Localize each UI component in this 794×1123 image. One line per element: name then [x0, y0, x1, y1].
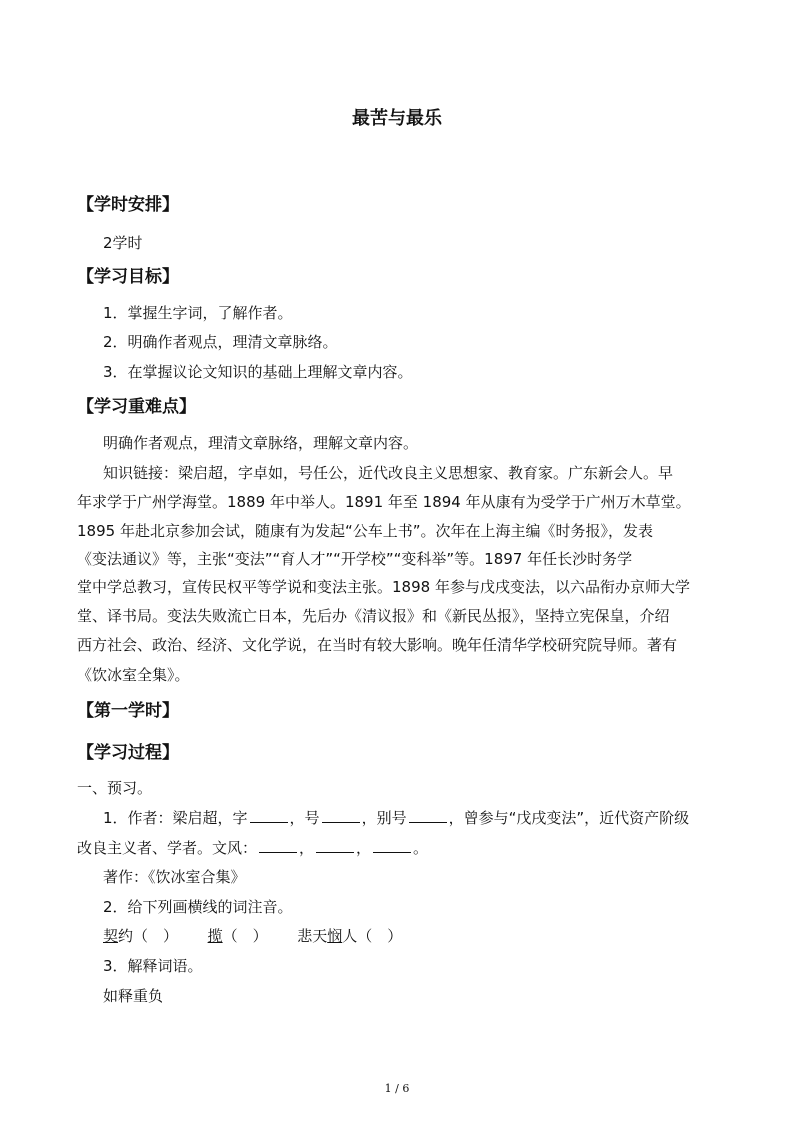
knowledge-line: 《变法通议》等，主张“变法”“育人才”“开学校”“变科举”等。1897 年任长沙时务学: [77, 550, 633, 568]
preview-label: 一、预习。: [77, 779, 153, 797]
heading-keypoints: 【学习重难点】: [77, 397, 196, 417]
pinyin-slot-1[interactable]: 约（ ）: [118, 927, 179, 945]
q1-text-f: ，: [299, 839, 315, 857]
q1-text-c: ，别号: [361, 809, 407, 827]
q1-text-a: 1．作者：梁启超，字: [103, 809, 248, 827]
fill-blank-style-1[interactable]: [259, 837, 297, 853]
heading-process: 【学习过程】: [77, 743, 179, 763]
question-3-label: 3．解释词语。: [103, 957, 203, 975]
word-prefix: 悲天: [297, 927, 328, 945]
q1-text-h: 。: [413, 839, 429, 857]
underlined-char: 揽: [207, 927, 223, 945]
fill-blank-style-3[interactable]: [373, 837, 411, 853]
knowledge-line: 《饮冰室全集》。: [77, 666, 190, 684]
knowledge-line: 年求学于广州学海堂。1889 年中举人。1891 年至 1894 年从康有为受学于广州万木草堂。: [77, 493, 691, 511]
knowledge-line: 堂中学总教习，宣传民权平等学说和变法主张。1898 年参与戊戌变法，以六品衔办京师大学: [77, 578, 690, 596]
question-1-line-1: [103, 807, 689, 828]
schedule-content: 2学时: [103, 234, 143, 252]
q1-text-d: ，曾参与“戊戌变法”，近代资产阶级: [448, 809, 690, 827]
keypoints-content: 明确作者观点，理清文章脉络，理解文章内容。: [103, 434, 419, 452]
heading-goals: 【学习目标】: [77, 267, 179, 287]
knowledge-line: 西方社会、政治、经济、文化学说，在当时有较大影响。晚年任清华学校研究院导师。著有: [77, 636, 678, 654]
heading-schedule: 【学时安排】: [77, 195, 179, 215]
question-2-words: [103, 925, 402, 946]
knowledge-line: 1895 年赴北京参加会试，随康有为发起“公车上书”。次年在上海主编《时务报》，发表: [77, 522, 653, 540]
underlined-char: 悯: [327, 927, 343, 945]
fill-blank-art-name[interactable]: [322, 807, 360, 823]
question-1-line-2: [77, 837, 428, 858]
fill-blank-style-2[interactable]: [316, 837, 354, 853]
q1-text-e: 改良主义者、学者。文风：: [77, 839, 258, 857]
heading-first-period: 【第一学时】: [77, 701, 179, 721]
goal-item-2: 2．明确作者观点，理清文章脉络。: [103, 333, 338, 351]
document-title: 最苦与最乐: [352, 108, 442, 129]
q1-text-b: ，号: [289, 809, 320, 827]
page-number: 1 / 6: [384, 1082, 410, 1095]
q1-text-g: ，: [356, 839, 372, 857]
pinyin-slot-3[interactable]: 人（ ）: [342, 927, 403, 945]
fill-blank-courtesy-name[interactable]: [250, 807, 288, 823]
knowledge-line: 堂、译书局。变法失败流亡日本，先后办《清议报》和《新民丛报》，坚持立宪保皇，介绍: [77, 607, 670, 625]
question-3-term: 如释重负: [103, 987, 164, 1005]
question-2-label: 2．给下列画横线的词注音。: [103, 898, 293, 916]
underlined-char: 契: [103, 927, 119, 945]
knowledge-line: 知识链接：梁启超，字卓如，号任公，近代改良主义思想家、教育家。广东新会人。早: [103, 464, 674, 482]
goal-item-3: 3．在掌握议论文知识的基础上理解文章内容。: [103, 363, 413, 381]
pinyin-slot-2[interactable]: （ ）: [222, 927, 268, 945]
fill-blank-alias[interactable]: [409, 807, 447, 823]
works-line: 著作：《饮冰室合集》: [103, 868, 246, 886]
goal-item-1: 1．掌握生字词，了解作者。: [103, 304, 293, 322]
